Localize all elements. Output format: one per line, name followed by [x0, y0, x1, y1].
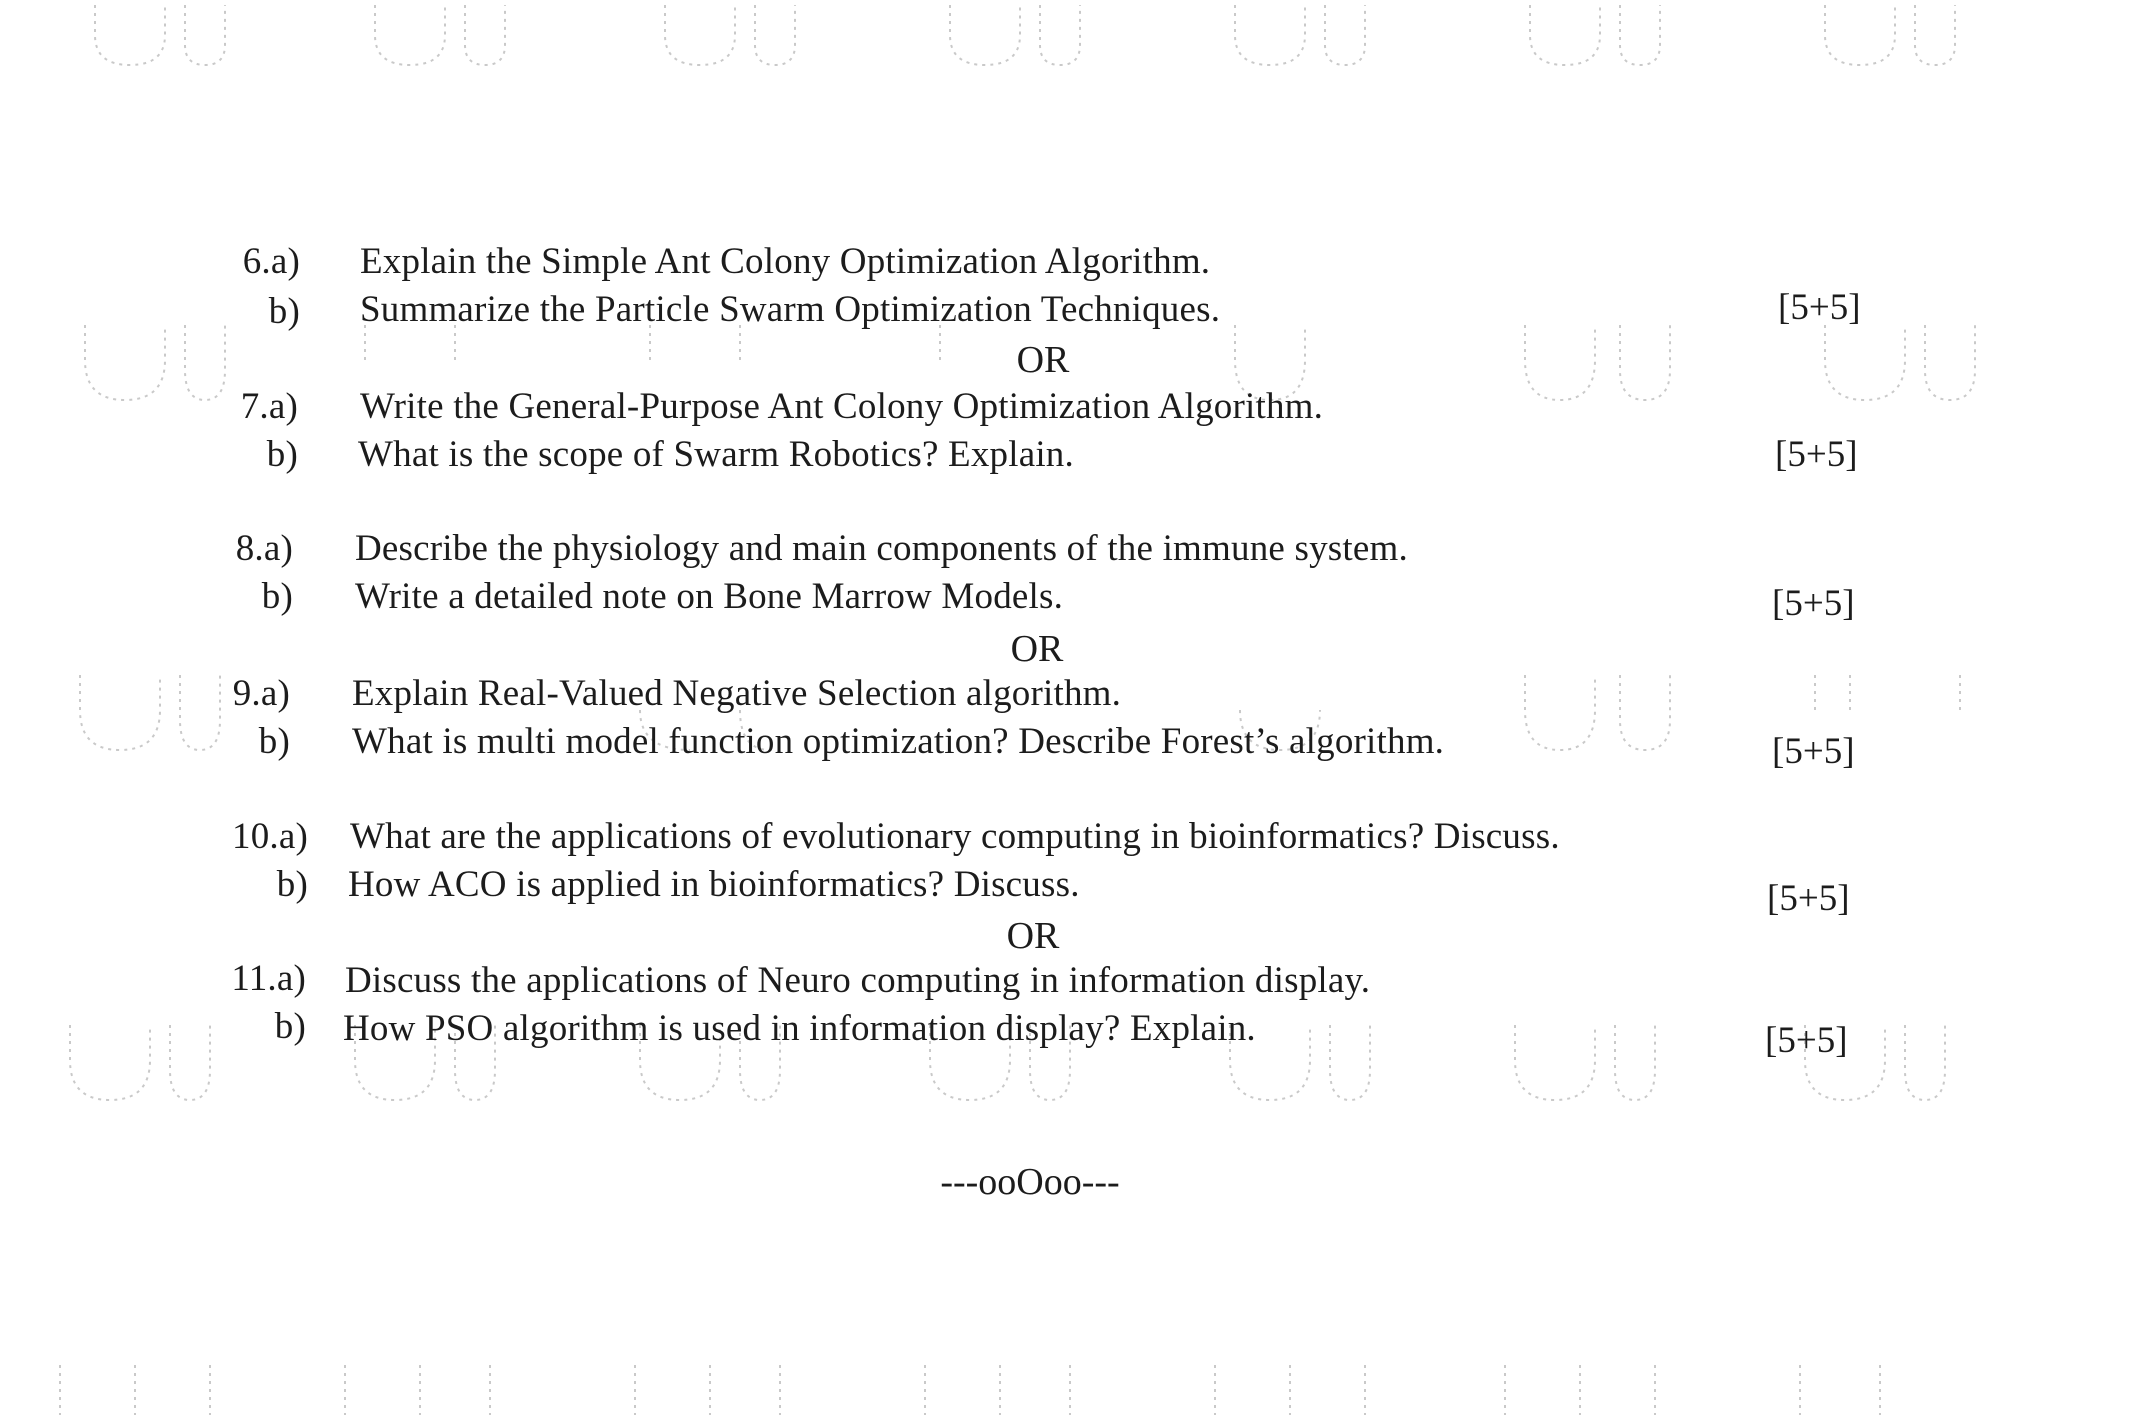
or-separator: OR	[1006, 915, 1060, 957]
marks-label: [5+5]	[1772, 731, 1855, 772]
question-text: How ACO is applied in bioinformatics? Discuss.	[348, 864, 1080, 905]
question-number: b)	[274, 1006, 306, 1047]
question-text: Write the General-Purpose Ant Colony Optimization Algorithm.	[360, 386, 1324, 427]
question-number: 6.a)	[242, 241, 300, 282]
question-text: What is multi model function optimization? Describe Forest’s algorithm.	[352, 721, 1445, 762]
question-number: 10.a)	[232, 816, 308, 857]
question-number: b)	[276, 864, 308, 905]
marks-label: [5+5]	[1778, 287, 1861, 328]
question-text: Write a detailed note on Bone Marrow Models.	[355, 576, 1064, 617]
question-number: b)	[258, 721, 290, 762]
question-number: 7.a)	[240, 386, 298, 427]
question-text: What are the applications of evolutionary computing in bioinformatics? Discuss.	[350, 816, 1560, 857]
question-text: How PSO algorithm is used in information display? Explain.	[343, 1008, 1256, 1049]
question-number: 11.a)	[231, 958, 306, 999]
question-number: 8.a)	[235, 528, 293, 569]
watermark-top	[0, 0, 2142, 90]
question-text: What is the scope of Swarm Robotics? Explain.	[358, 434, 1074, 475]
question-text: Explain the Simple Ant Colony Optimization Algorithm.	[360, 241, 1211, 282]
or-separator: OR	[1010, 628, 1064, 670]
question-number: b)	[266, 434, 298, 475]
watermark-bottom	[0, 1360, 2142, 1420]
marks-label: [5+5]	[1772, 583, 1855, 624]
question-text: Describe the physiology and main components of the immune system.	[355, 528, 1408, 569]
end-of-paper-mark: ---ooOoo---	[940, 1161, 1120, 1203]
question-number: b)	[268, 291, 300, 332]
question-text: Summarize the Particle Swarm Optimization Techniques.	[360, 289, 1221, 330]
marks-label: [5+5]	[1765, 1020, 1848, 1061]
question-text: Explain Real-Valued Negative Selection algorithm.	[352, 673, 1122, 714]
question-text: Discuss the applications of Neuro computing in information display.	[345, 960, 1371, 1001]
question-number: 9.a)	[232, 673, 290, 714]
question-number: b)	[261, 576, 293, 617]
or-separator: OR	[1016, 339, 1070, 381]
marks-label: [5+5]	[1767, 878, 1850, 919]
marks-label: [5+5]	[1775, 434, 1858, 475]
